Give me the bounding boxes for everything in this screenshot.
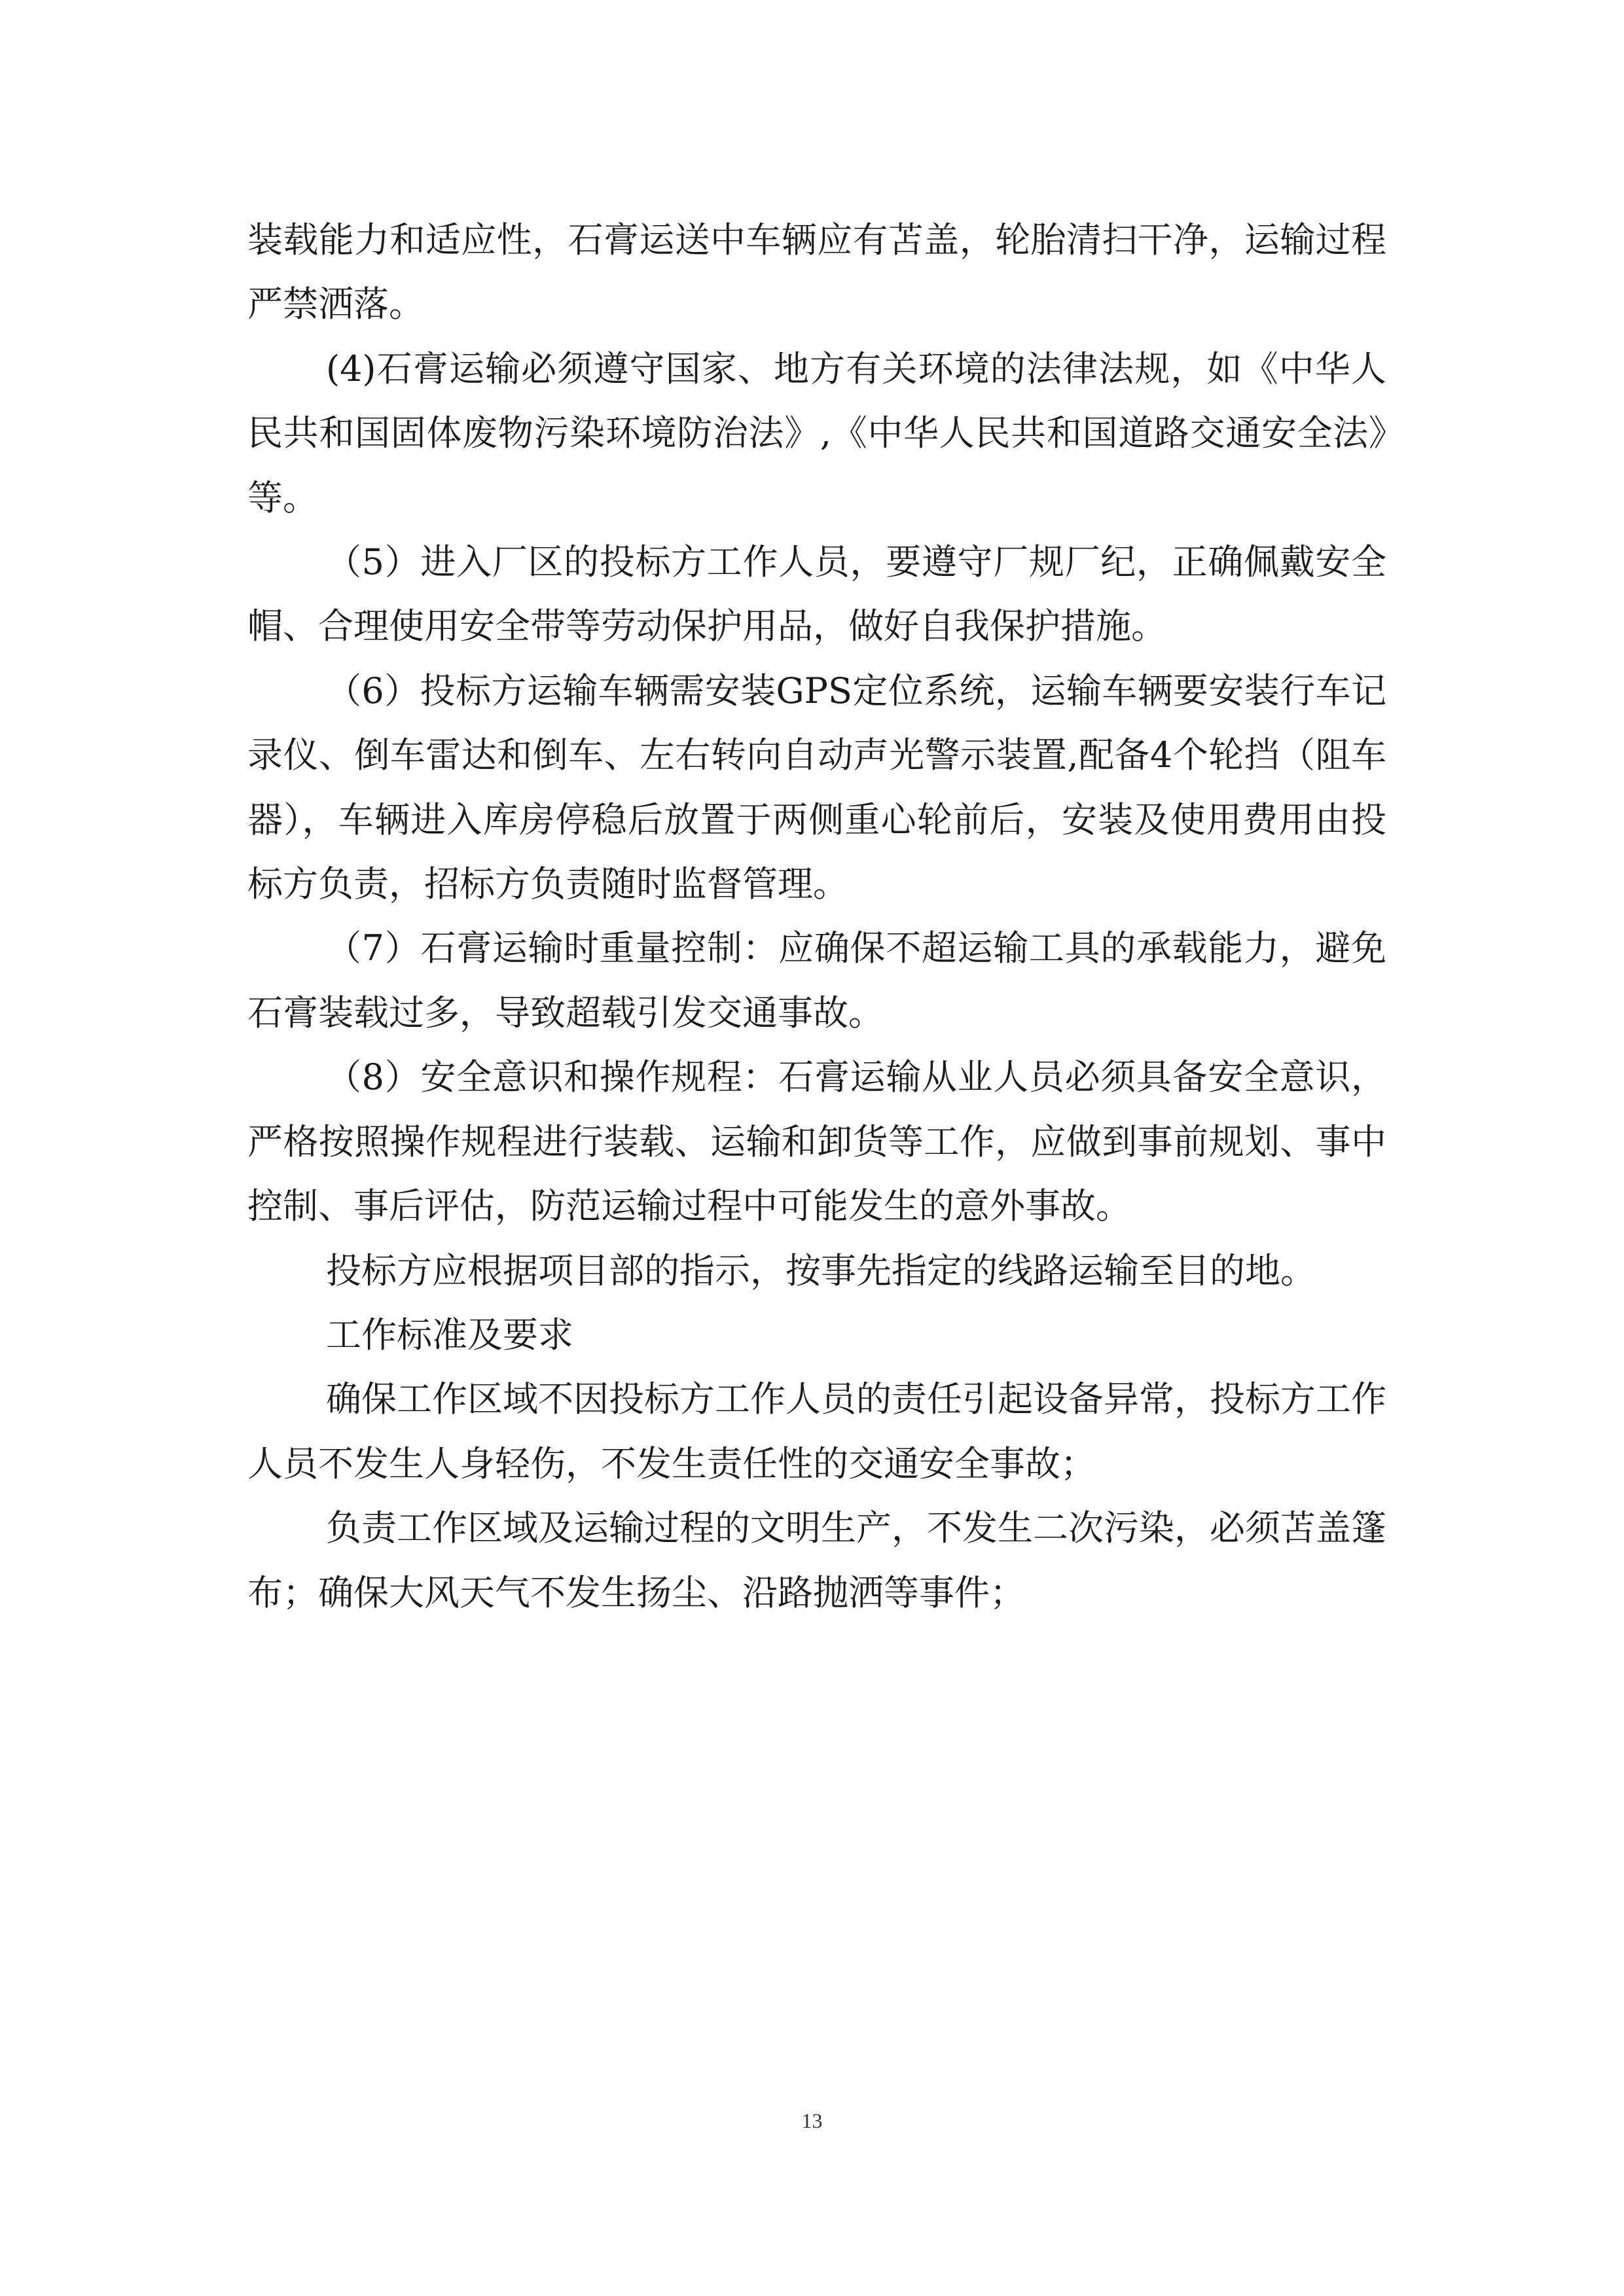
paragraph-item-6: （6）投标方运输车辆需安装GPS定位系统，运输车辆要安装行车记录仪、倒车雷达和倒车、左右转向自动声光警示装置,配备4个轮挡（阻车器），车辆进入库房停稳后放置于两侧重心轮前后，安装及使用费用由投标方负责，招标方负责随时监督管理。: [247, 670, 1386, 905]
paragraph-route: 投标方应根据项目部的指示，按事先指定的线路运输至目的地。: [326, 1249, 1316, 1291]
document-body: [247, 208, 1386, 1625]
paragraph-item-8: （8）安全意识和操作规程：石膏运输从业人员必须具备安全意识，严格按照操作规程进行装载、运输和卸货等工作，应做到事前规划、事中控制、事后评估，防范运输过程中可能发生的意外事故。: [247, 1056, 1386, 1227]
section-heading: 工作标准及要求: [326, 1314, 573, 1355]
paragraph-item-4: (4)石膏运输必须遵守国家、地方有关环境的法律法规，如《中华人民共和国固体废物污染环境防治法》,《中华人民共和国道路交通安全法》等。: [247, 348, 1386, 518]
paragraph-standard-1: 确保工作区域不因投标方工作人员的责任引起设备异常，投标方工作人员不发生人身轻伤，不发生责任性的交通安全事故；: [247, 1378, 1386, 1484]
paragraph-item-5: （5）进入厂区的投标方工作人员，要遵守厂规厂纪，正确佩戴安全帽、合理使用安全带等劳动保护用品，做好自我保护措施。: [247, 541, 1386, 647]
paragraph-standard-2: 负责工作区域及运输过程的文明生产，不发生二次污染，必须苫盖篷布；确保大风天气不发生扬尘、沿路抛洒等事件；: [247, 1507, 1386, 1613]
paragraph-continued: 装载能力和适应性，石膏运送中车辆应有苫盖，轮胎清扫干净，运输过程严禁洒落。: [247, 219, 1386, 325]
paragraph-item-7: （7）石膏运输时重量控制：应确保不超运输工具的承载能力，避免石膏装载过多，导致超载引发交通事故。: [247, 927, 1386, 1033]
page-number: 13: [801, 2109, 823, 2132]
